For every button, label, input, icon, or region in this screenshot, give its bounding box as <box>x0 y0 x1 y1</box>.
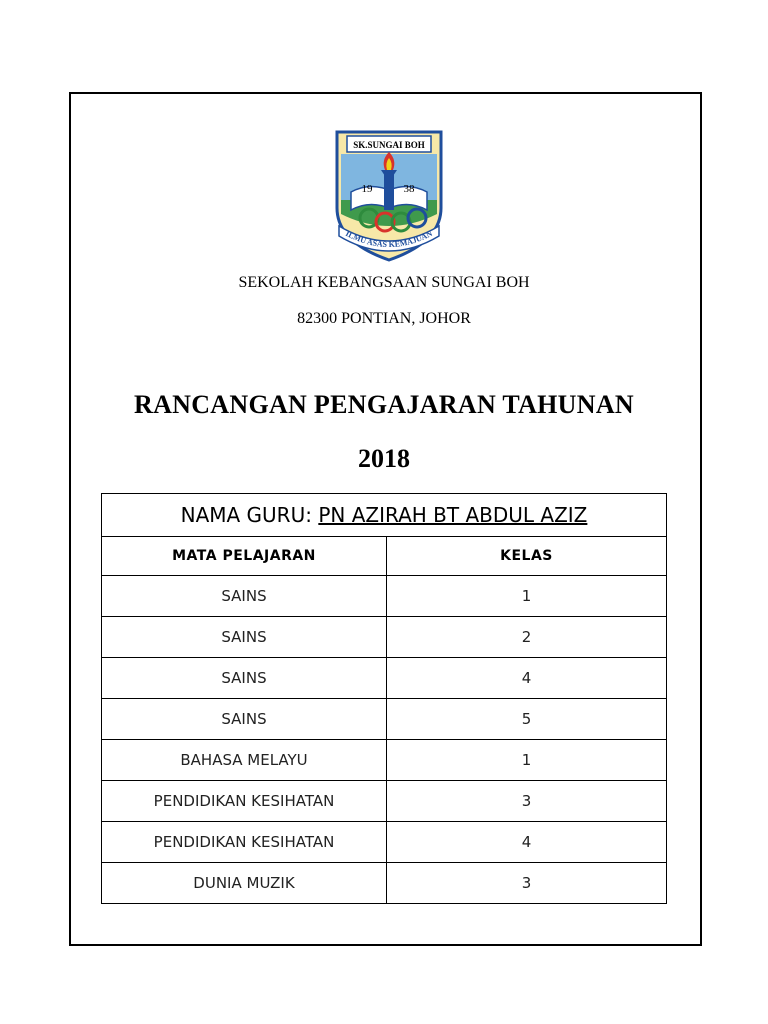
table-row <box>102 699 667 740</box>
school-address: 82300 PONTIAN, JOHOR <box>297 310 471 327</box>
table-row <box>102 863 667 904</box>
teacher-cell <box>102 494 667 537</box>
table-header-row <box>102 537 667 576</box>
teacher-name: PN AZIRAH BT ABDUL AZIZ <box>318 503 588 527</box>
svg-text:19: 19 <box>361 183 373 195</box>
svg-text:38: 38 <box>403 183 415 195</box>
table-row <box>102 658 667 699</box>
table-row <box>102 822 667 863</box>
subject-cell: DUNIA MUZIK <box>102 863 387 904</box>
class-cell: 4 <box>387 822 667 863</box>
table-row <box>102 617 667 658</box>
svg-text:ILMU ASAS KEMAJUAN: ILMU ASAS KEMAJUAN <box>344 228 434 250</box>
school-name: SEKOLAH KEBANGSAAN SUNGAI BOH <box>238 274 530 291</box>
table-row <box>102 576 667 617</box>
table-row <box>102 740 667 781</box>
school-crest-logo <box>333 130 445 262</box>
class-cell: 1 <box>387 576 667 617</box>
subject-cell: PENDIDIKAN KESIHATAN <box>102 822 387 863</box>
class-cell: 3 <box>387 863 667 904</box>
svg-text:SK.SUNGAI BOH: SK.SUNGAI BOH <box>353 140 425 150</box>
subject-class-table <box>101 493 667 904</box>
header-class: KELAS <box>387 537 667 576</box>
class-cell: 3 <box>387 781 667 822</box>
subject-cell: SAINS <box>102 658 387 699</box>
subject-cell: PENDIDIKAN KESIHATAN <box>102 781 387 822</box>
teacher-label: NAMA GURU: <box>180 503 312 527</box>
teacher-row <box>102 494 667 537</box>
document-year: 2018 <box>358 444 410 473</box>
table-row <box>102 781 667 822</box>
class-cell: 5 <box>387 699 667 740</box>
class-cell: 1 <box>387 740 667 781</box>
document-title: RANCANGAN PENGAJARAN TAHUNAN <box>134 390 634 419</box>
subject-cell: BAHASA MELAYU <box>102 740 387 781</box>
subject-cell: SAINS <box>102 699 387 740</box>
class-cell: 4 <box>387 658 667 699</box>
class-cell: 2 <box>387 617 667 658</box>
subject-cell: SAINS <box>102 617 387 658</box>
header-subject: MATA PELAJARAN <box>102 537 387 576</box>
subject-cell: SAINS <box>102 576 387 617</box>
